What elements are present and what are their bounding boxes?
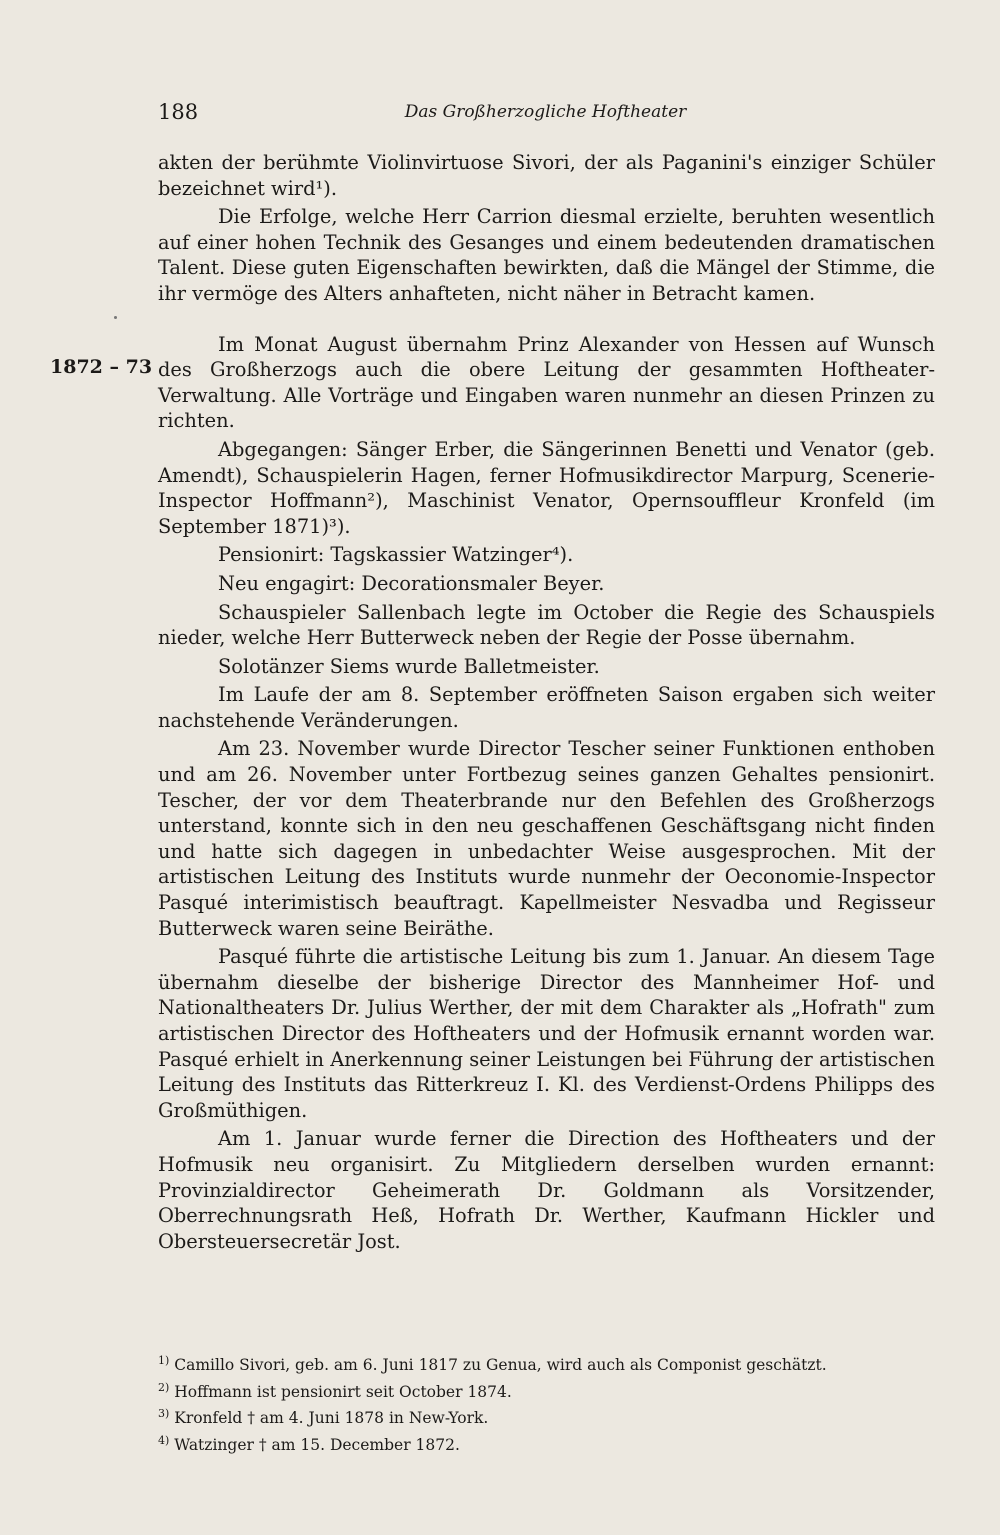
footnote	[158, 1350, 935, 1377]
page-header	[158, 100, 933, 130]
footnote	[158, 1430, 935, 1457]
paragraph: Im Monat August übernahm Prinz Alexander von Hessen auf Wunsch des Großherzogs auch die obere Leitung der gesammten Hoftheater-Verwaltung. Alle Vorträge und Eingaben waren nunmehr an diesen Prinzen zu richten.	[158, 332, 935, 433]
scan-speck	[114, 316, 117, 319]
page-number: 188	[158, 100, 199, 124]
margin-year-note: 1872 – 73	[50, 356, 153, 378]
footnote-mark: 2)	[158, 1380, 170, 1394]
footnote-text: Watzinger † am 15. December 1872.	[174, 1435, 460, 1454]
paragraph: Schauspieler Sallenbach legte im October die Regie des Schauspiels nieder, welche Herr Butterweck neben der Regie der Posse übernahm.	[158, 600, 935, 650]
footnote-text: Hoffmann ist pensionirt seit October 1874.	[174, 1382, 512, 1401]
footnote	[158, 1377, 935, 1404]
footnote	[158, 1403, 935, 1430]
paragraph: Solotänzer Siems wurde Balletmeister.	[218, 654, 600, 678]
paragraph: Pensionirt: Tagskassier Watzinger⁴).	[218, 543, 574, 567]
paragraph: Im Laufe der am 8. September eröffneten Saison ergaben sich weiter nachstehende Veränderungen.	[158, 683, 935, 732]
footnote-text: Kronfeld † am 4. Juni 1878 in New-York.	[174, 1409, 489, 1427]
paragraph: Pasqué führte die artistische Leitung bis zum 1. Januar. An diesem Tage übernahm dieselbe der bisherige Director des Mannheimer Hof- und Nationaltheaters Dr. Julius Werther, der mit dem Charakter als „Hofrath" zum artistischen Director des Hoftheaters und der Hofmusik ernannt worden war. Pasqué erhielt in Anerkennung seiner Leistungen bei Führung der artistischen Leitung des Instituts das Ritterkreuz I. Kl. des Verdienst-Ordens Philipps des Großmüthigen.	[158, 945, 935, 1122]
footnote-text: Camillo Sivori, geb. am 6. Juni 1817 zu Genua, wird auch als Componist geschätzt.	[174, 1356, 827, 1374]
paragraph: Neu engagirt: Decorationsmaler Beyer.	[218, 571, 605, 595]
running-title: Das Großherzogliche Hoftheater	[404, 102, 687, 122]
paragraph: akten der berühmte Violinvirtuose Sivori, der als Paganini's einziger Schüler bezeichnet wird¹).	[158, 151, 935, 200]
footnote-mark: 3)	[158, 1407, 170, 1420]
footnote-mark: 1)	[158, 1354, 170, 1367]
footnote-mark: 4)	[158, 1433, 170, 1447]
body-text	[158, 150, 935, 1257]
paragraph: Abgegangen: Sänger Erber, die Sängerinnen Benetti und Venator (geb. Amendt), Schauspielerin Hagen, ferner Hofmusikdirector Marpurg, Scenerie-Inspector Hoffmann²), Maschinist Venator, Opernsouffleur Kronfeld (im September 1871)³).	[158, 437, 935, 538]
footnotes	[158, 1350, 935, 1456]
paragraph: Am 1. Januar wurde ferner die Direction des Hoftheaters und der Hofmusik neu organisirt. Zu Mitgliedern derselben wurden ernannt: Provinzialdirector Geheimerath Dr. Goldmann als Vorsitzender, Oberrechnungsrath Heß, Hofrath Dr. Werther, Kaufmann Hickler und Obersteuersecretär Jost.	[158, 1127, 935, 1253]
paragraph: Die Erfolge, welche Herr Carrion diesmal erzielte, beruhten wesentlich auf einer hohen Technik des Gesanges und einem bedeutenden dramatischen Talent. Diese guten Eigenschaften bewirkten, daß die Mängel der Stimme, die ihr vermöge des Alters anhafteten, nicht näher in Betracht kamen.	[158, 205, 935, 305]
paragraph: Am 23. November wurde Director Tescher seiner Funktionen enthoben und am 26. November unter Fortbezug seines ganzen Gehaltes pensionirt. Tescher, der vor dem Theaterbrande nur den Befehlen des Großherzogs unterstand, konnte sich in den neu geschaffenen Geschäftsgang nicht finden und hatte sich dagegen in unbedachter Weise ausgesprochen. Mit der artistischen Leitung des Instituts wurde nunmehr der Oeconomie-Inspector Pasqué interimistisch beauftragt. Kapellmeister Nesvadba und Regisseur Butterweck waren seine Beiräthe.	[158, 737, 935, 940]
